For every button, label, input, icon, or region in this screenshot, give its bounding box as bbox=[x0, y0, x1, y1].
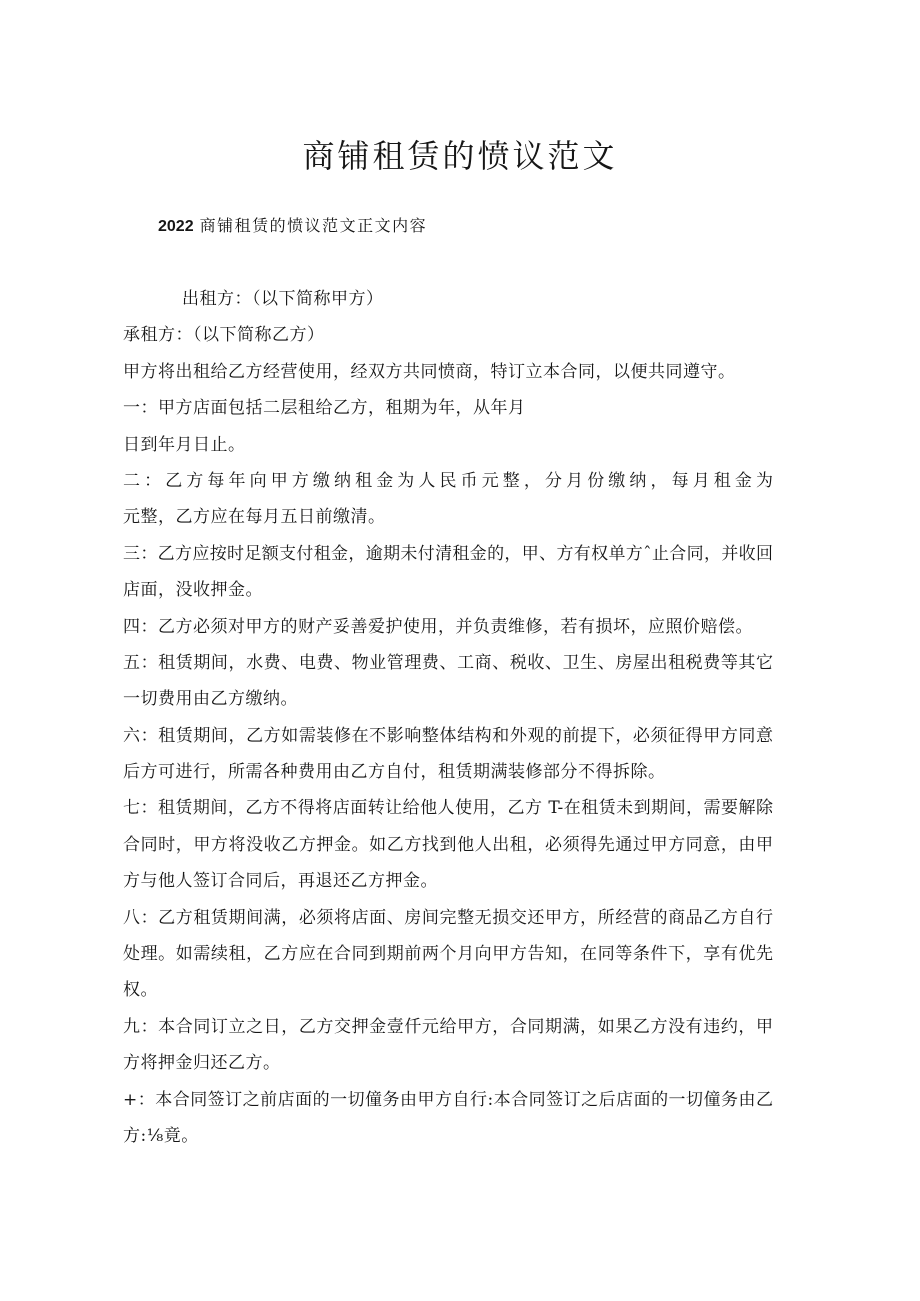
line-lessor: 出租方：（以下简称甲方） bbox=[182, 289, 384, 309]
line-clause6-b: 后方可进行，所需各种费用由乙方自付，租赁期满装修部分不得拆除。 bbox=[123, 762, 666, 783]
line-clause5-a: 五：租赁期间，水费、电费、物业管理费、工商、税收、卫生、房屋出租税费等其它 bbox=[123, 652, 773, 673]
line-clause10-a: +：本合同签订之前店面的一切僮务由甲方自行:本合同签订之后店面的一切僮务由乙 bbox=[123, 1089, 773, 1110]
subtitle-text: 商铺租赁的愤议范文正文内容 bbox=[199, 216, 428, 235]
line-clause3-b: 店面，没收押金。 bbox=[123, 580, 263, 601]
line-clause8-a: 八：乙方租赁期间满，必须将店面、房间完整无损交还甲方，所经营的商品乙方自行 bbox=[123, 907, 773, 928]
subtitle-year: 2022 bbox=[158, 218, 194, 235]
line-clause6-a: 六：租赁期间，乙方如需装修在不影响整体结构和外观的前提下，必须征得甲方同意 bbox=[123, 725, 773, 746]
line-preamble: 甲方将出租给乙方经营使用，经双方共同愤商，特订立本合同，以便共同遵守。 bbox=[123, 361, 736, 382]
line-clause1-a: 一：甲方店面包括二层租给乙方，租期为年，从年月 bbox=[123, 398, 526, 419]
line-clause9-a: 九：本合同订立之日，乙方交押金壹仟元给甲方，合同期满，如果乙方没有违约，甲 bbox=[123, 1016, 773, 1037]
line-lessee: 承租方：（以下简称乙方） bbox=[123, 325, 325, 346]
line-clause1-b: 日到年月日止。 bbox=[123, 434, 246, 455]
document-subtitle bbox=[123, 216, 920, 237]
line-clause9-b: 方将押金归还乙方。 bbox=[123, 1053, 281, 1074]
line-clause7-a: 七：租赁期间，乙方不得将店面转让给他人使用，乙方 T-在租赁未到期间，需要解除 bbox=[123, 798, 773, 819]
line-clause2-b: 元整，乙方应在每月五日前缴清。 bbox=[123, 507, 386, 528]
line-clause5-b: 一切费用由乙方缴纳。 bbox=[123, 689, 298, 710]
document-title: 商铺租赁的愤议范文 bbox=[302, 137, 618, 175]
line-clause2-a: 二：乙方每年向甲方缴纳租金为人民币元整，分月份缴纳，每月租金为 bbox=[123, 470, 773, 491]
line-clause4: 四：乙方必须对甲方的财产妥善爱护使用，并负责维修，若有损坏，应照价赔偿。 bbox=[123, 616, 753, 637]
line-clause3-a: 三：乙方应按时足额支付租金，逾期未付清租金的，甲、方有权单方ˆ止合同，并收回 bbox=[123, 543, 773, 564]
line-clause7-c: 方与他人签订合同后，再退还乙方押金。 bbox=[123, 871, 438, 892]
line-clause8-c: 权。 bbox=[123, 980, 158, 1001]
line-clause7-b: 合同时，甲方将没收乙方押金。如乙方找到他人出租，必须得先通过甲方同意，由甲 bbox=[123, 834, 773, 855]
line-clause10-b: 方:⅛竟。 bbox=[123, 1125, 199, 1146]
document-body bbox=[123, 281, 773, 1154]
line-clause8-b: 处理。如需续租，乙方应在合同到期前两个月向甲方告知，在同等条件下，享有优先 bbox=[123, 944, 773, 965]
